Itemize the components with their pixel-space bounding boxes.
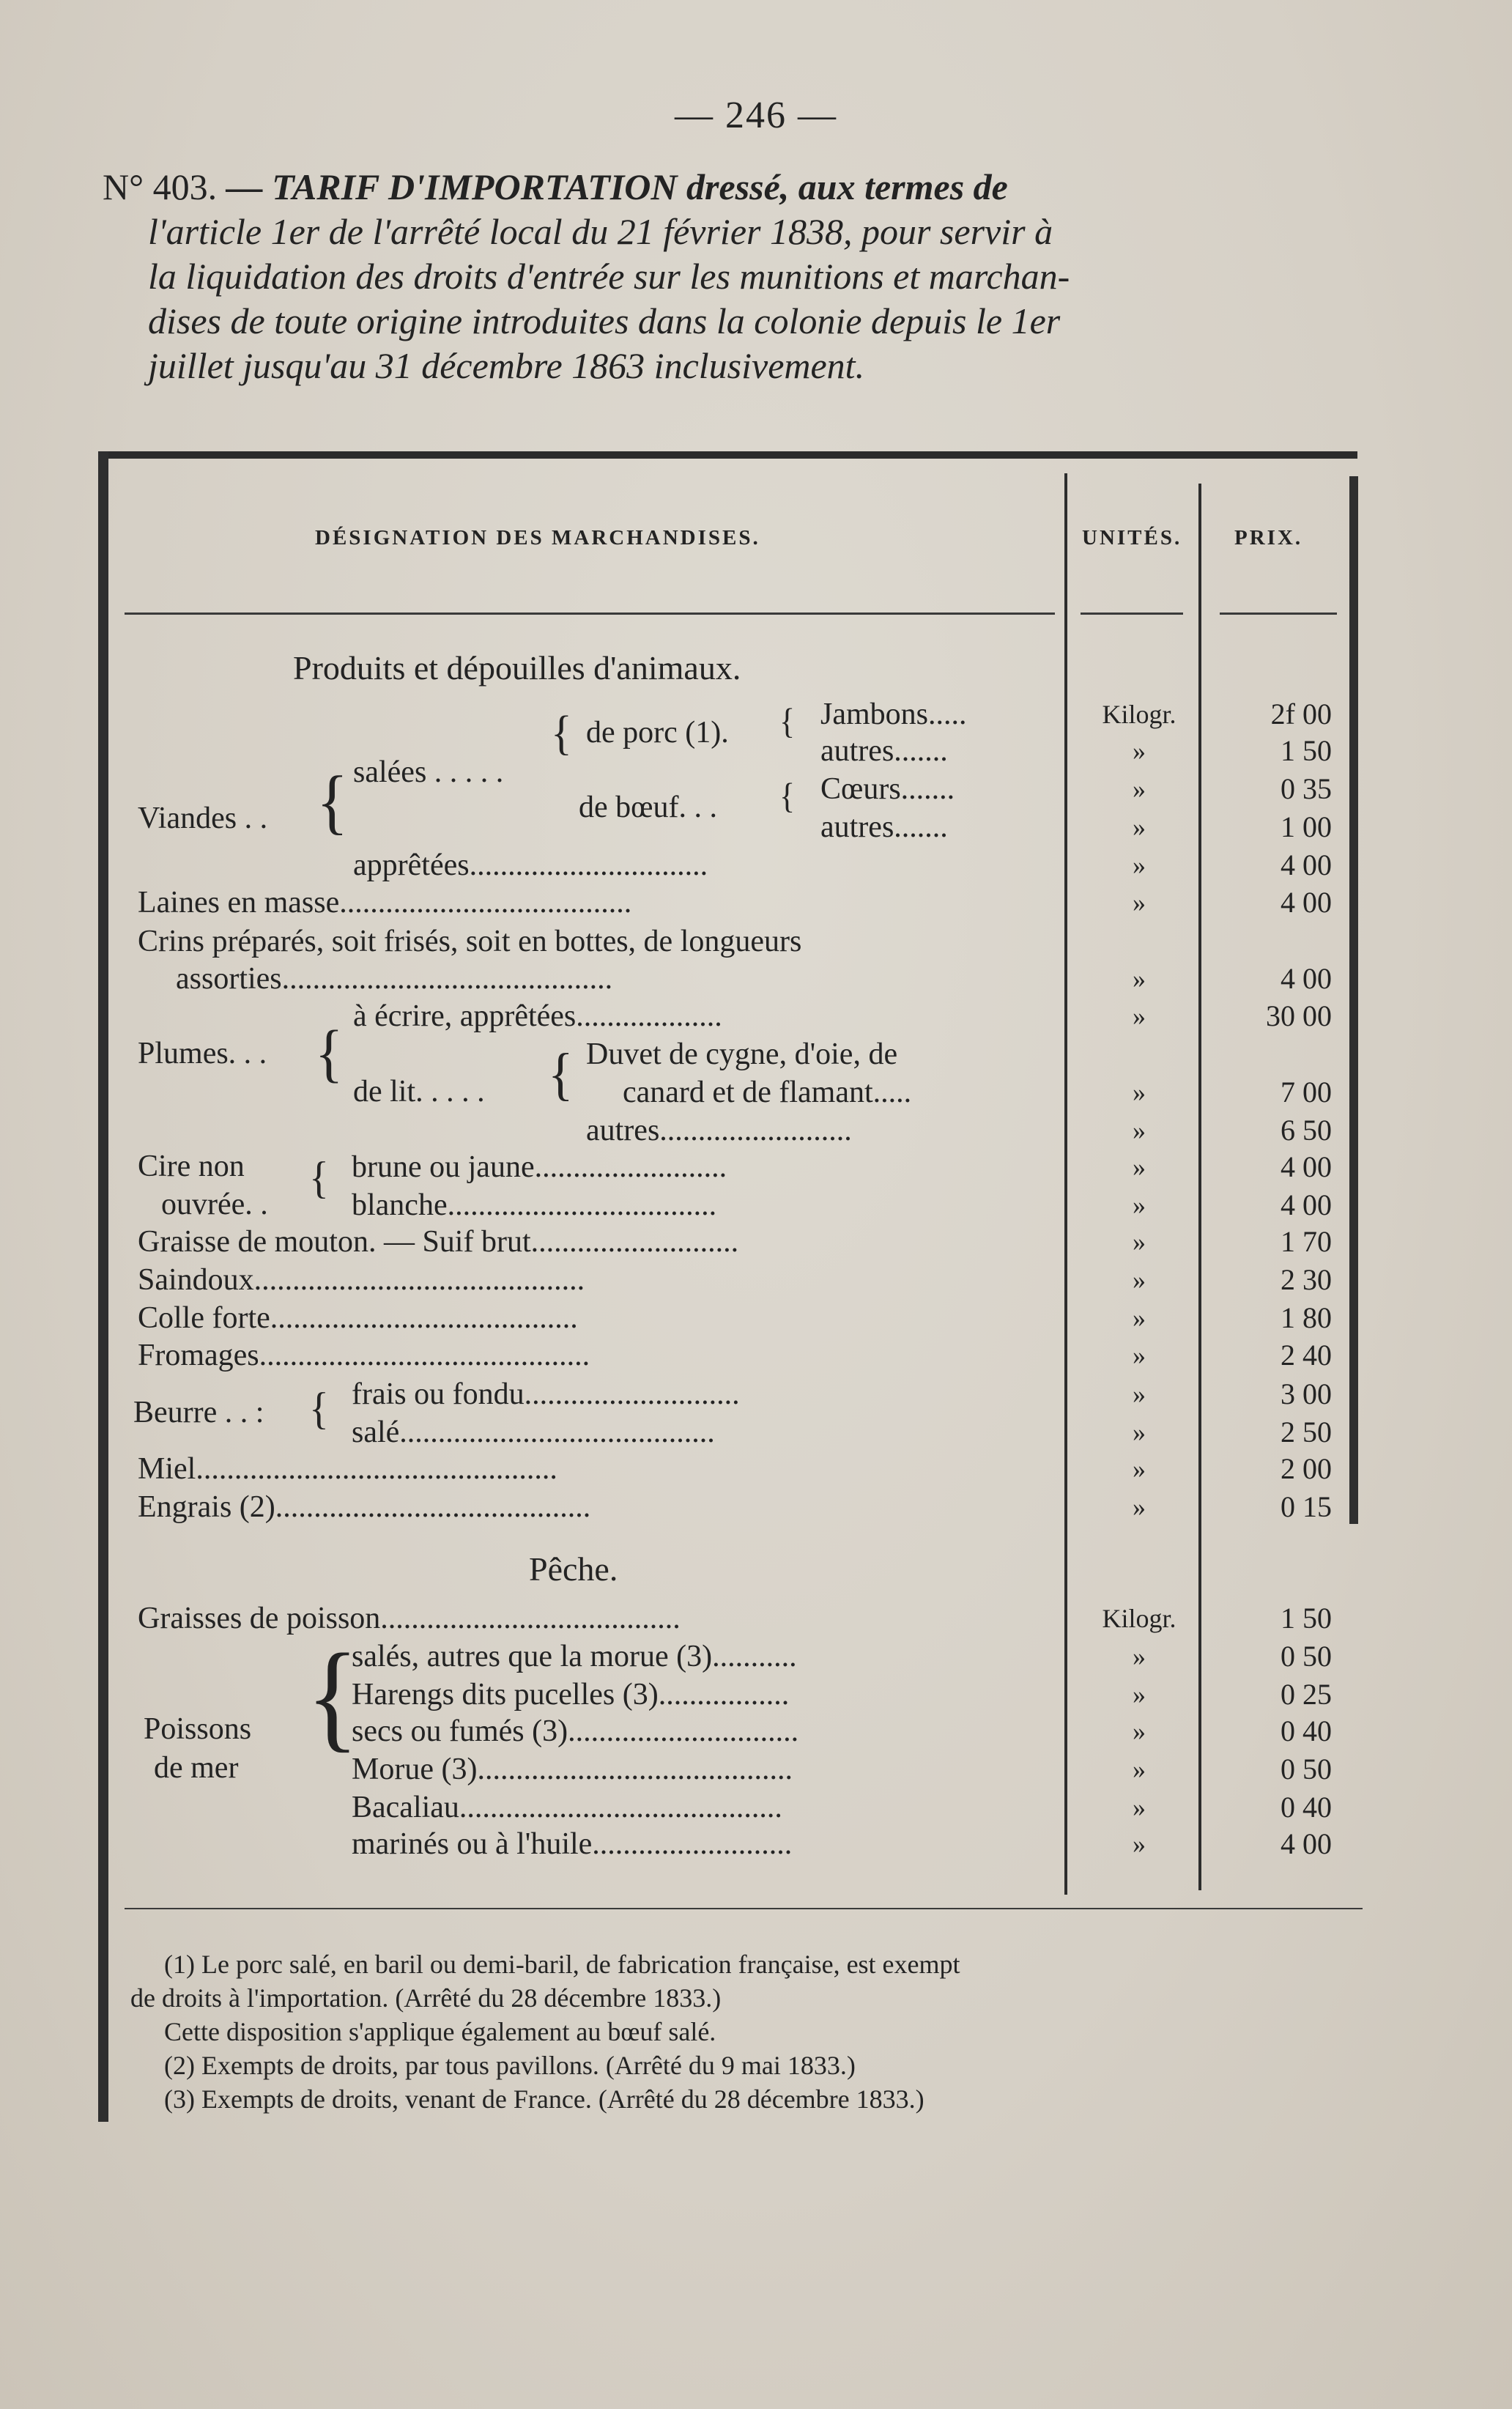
row-label: Graisses de poisson....................................... bbox=[138, 1602, 681, 1635]
row-price: 0 40 bbox=[1281, 1714, 1332, 1747]
row-unit: » bbox=[1133, 1152, 1146, 1182]
row-label: Saindoux........................................... bbox=[138, 1263, 585, 1297]
section-title-animals: Produits et dépouilles d'animaux. bbox=[293, 649, 741, 687]
brace-porc-boeuf: { bbox=[551, 706, 572, 760]
row-price: 2 40 bbox=[1281, 1339, 1332, 1372]
row-unit: » bbox=[1133, 1227, 1146, 1257]
label-de-lit: de lit. . . . . bbox=[353, 1075, 485, 1109]
row-price: 1 50 bbox=[1281, 734, 1332, 767]
label-salees: salées . . . . . bbox=[353, 755, 504, 789]
row-unit: » bbox=[1133, 888, 1146, 917]
row-price: 6 50 bbox=[1281, 1114, 1332, 1147]
row-label: apprêtées............................... bbox=[353, 848, 708, 882]
row-label: Laines en masse...................................... bbox=[138, 886, 632, 919]
header-prices: PRIX. bbox=[1234, 526, 1303, 549]
row-price: 4 00 bbox=[1281, 848, 1332, 881]
row-price: 3 00 bbox=[1281, 1377, 1332, 1410]
title-line-2: l'article 1er de l'arrêté local du 21 février 1838, pour servir à bbox=[148, 211, 1053, 252]
row-label: autres....... bbox=[820, 810, 948, 844]
table-left-border bbox=[98, 451, 108, 2122]
row-label: salé......................................... bbox=[352, 1416, 715, 1449]
row-label: autres......................... bbox=[586, 1114, 852, 1147]
row-label: frais ou fondu............................ bbox=[352, 1377, 740, 1411]
label-de-boeuf: de bœuf. . . bbox=[579, 791, 717, 824]
footnote-1: (1) Le porc salé, en baril ou demi-baril, de fabrication française, est exempt bbox=[164, 1950, 960, 1979]
row-unit: » bbox=[1133, 774, 1146, 804]
row-label: Colle forte........................................ bbox=[138, 1301, 578, 1335]
row-label: Engrais (2)......................................... bbox=[138, 1490, 591, 1524]
row-label: Morue (3)......................................... bbox=[352, 1753, 793, 1786]
brace-boeuf: { bbox=[779, 776, 796, 816]
row-unit: » bbox=[1133, 1116, 1146, 1145]
page-number: — 246 — bbox=[675, 95, 837, 136]
footnote-1-note: Cette disposition s'applique également au bœuf salé. bbox=[164, 2017, 716, 2046]
row-price: 1 50 bbox=[1281, 1602, 1332, 1635]
row-unit: » bbox=[1133, 1341, 1146, 1370]
label-crins: Crins préparés, soit frisés, soit en bottes, de longueurs bbox=[138, 925, 802, 958]
row-label: Miel............................................... bbox=[138, 1452, 557, 1486]
row-price: 7 00 bbox=[1281, 1076, 1332, 1109]
row-label: Bacaliau.......................................... bbox=[352, 1791, 782, 1824]
label-poissons: Poissons bbox=[144, 1712, 252, 1746]
table-right-border bbox=[1349, 476, 1358, 1524]
title-line-1: — TARIF D'IMPORTATION dressé, aux termes de bbox=[226, 166, 1008, 207]
row-price: 4 00 bbox=[1281, 886, 1332, 919]
row-label: secs ou fumés (3).............................. bbox=[352, 1714, 799, 1748]
row-label: assorties........................................... bbox=[176, 962, 613, 996]
title-number: N° 403. bbox=[103, 166, 218, 207]
row-unit: » bbox=[1133, 813, 1146, 842]
document-title bbox=[103, 165, 1370, 388]
row-price: 0 35 bbox=[1281, 772, 1332, 805]
row-label: à écrire, apprêtées................... bbox=[353, 999, 722, 1033]
row-price: 1 70 bbox=[1281, 1225, 1332, 1258]
row-unit: » bbox=[1133, 1265, 1146, 1295]
row-unit: » bbox=[1133, 1191, 1146, 1220]
row-label: marinés ou à l'huile.......................... bbox=[352, 1827, 793, 1861]
footnote-1-cont: de droits à l'importation. (Arrêté du 28 décembre 1833.) bbox=[130, 1983, 722, 2013]
row-unit: » bbox=[1133, 851, 1146, 880]
brace-de-lit: { bbox=[548, 1042, 574, 1106]
row-unit: » bbox=[1133, 736, 1146, 766]
brace-poissons: { bbox=[306, 1629, 359, 1764]
brace-viandes: { bbox=[316, 762, 349, 842]
row-label: Graisse de mouton. — Suif brut........................... bbox=[138, 1225, 739, 1259]
row-price: 0 50 bbox=[1281, 1640, 1332, 1673]
row-label: Harengs dits pucelles (3)................. bbox=[352, 1678, 790, 1712]
row-price: 2 00 bbox=[1281, 1452, 1332, 1485]
label-de-mer: de mer bbox=[154, 1751, 239, 1785]
row-label: Jambons..... bbox=[820, 697, 967, 731]
row-price: 0 25 bbox=[1281, 1678, 1332, 1711]
footnote-3: (3) Exempts de droits, venant de France. (Arrêté du 28 décembre 1833.) bbox=[164, 2084, 924, 2114]
table-top-border bbox=[101, 451, 1357, 459]
row-unit: » bbox=[1133, 964, 1146, 993]
row-label: salés, autres que la morue (3)........... bbox=[352, 1640, 797, 1673]
label-cire: Cire non bbox=[138, 1150, 245, 1183]
row-price: 4 00 bbox=[1281, 1150, 1332, 1183]
row-price: 0 40 bbox=[1281, 1791, 1332, 1824]
brace-plumes: { bbox=[315, 1018, 344, 1089]
row-label: brune ou jaune......................... bbox=[352, 1150, 727, 1184]
brace-porc: { bbox=[779, 701, 796, 741]
label-viandes: Viandes . . bbox=[138, 802, 268, 835]
row-unit: » bbox=[1133, 1492, 1146, 1522]
header-rule-designation bbox=[125, 613, 1055, 615]
row-price: 0 50 bbox=[1281, 1753, 1332, 1786]
row-price: 2 50 bbox=[1281, 1416, 1332, 1448]
label-duvet: Duvet de cygne, d'oie, de bbox=[586, 1037, 898, 1071]
header-designation: DÉSIGNATION DES MARCHANDISES. bbox=[315, 526, 760, 549]
row-unit: » bbox=[1133, 1642, 1146, 1671]
brace-beurre: { bbox=[309, 1383, 329, 1435]
row-unit: » bbox=[1133, 1755, 1146, 1784]
row-unit: Kilogr. bbox=[1102, 700, 1176, 729]
row-label: autres....... bbox=[820, 734, 948, 768]
table-bottom-rule bbox=[125, 1908, 1363, 1909]
section-title-fishing: Pêche. bbox=[529, 1550, 618, 1588]
row-unit: » bbox=[1133, 1793, 1146, 1822]
row-label: Fromages........................................... bbox=[138, 1339, 590, 1372]
header-rule-prices bbox=[1220, 613, 1337, 615]
header-rule-units bbox=[1081, 613, 1183, 615]
footnote-2: (2) Exempts de droits, par tous pavillons. (Arrêté du 9 mai 1833.) bbox=[164, 2051, 856, 2080]
row-unit: » bbox=[1133, 1303, 1146, 1333]
row-unit: » bbox=[1133, 1380, 1146, 1409]
title-line-4: dises de toute origine introduites dans la colonie depuis le 1er bbox=[148, 300, 1061, 341]
title-line-3: la liquidation des droits d'entrée sur les munitions et marchan- bbox=[148, 256, 1070, 297]
label-de-porc: de porc (1). bbox=[586, 716, 729, 750]
title-line-5: juillet jusqu'au 31 décembre 1863 inclusivement. bbox=[148, 345, 865, 386]
column-divider-units bbox=[1064, 473, 1067, 1895]
row-price: 30 00 bbox=[1266, 999, 1332, 1032]
row-price: 1 00 bbox=[1281, 810, 1332, 843]
row-unit: » bbox=[1133, 1680, 1146, 1709]
row-label: blanche................................... bbox=[352, 1188, 717, 1222]
row-price: 1 80 bbox=[1281, 1301, 1332, 1334]
label-plumes: Plumes. . . bbox=[138, 1037, 267, 1070]
row-price: 2f 00 bbox=[1270, 697, 1332, 730]
row-unit: » bbox=[1133, 1002, 1146, 1031]
row-unit: Kilogr. bbox=[1102, 1604, 1176, 1633]
brace-cire: { bbox=[309, 1152, 329, 1204]
row-unit: » bbox=[1133, 1454, 1146, 1484]
row-unit: » bbox=[1133, 1829, 1146, 1859]
row-price: 4 00 bbox=[1281, 1827, 1332, 1860]
row-price: 0 15 bbox=[1281, 1490, 1332, 1523]
label-ouvree: ouvrée. . bbox=[161, 1188, 268, 1221]
row-price: 4 00 bbox=[1281, 1188, 1332, 1221]
row-price: 2 30 bbox=[1281, 1263, 1332, 1296]
header-units: UNITÉS. bbox=[1082, 526, 1182, 549]
row-label: canard et de flamant..... bbox=[623, 1076, 912, 1109]
row-unit: » bbox=[1133, 1418, 1146, 1447]
label-beurre: Beurre . . : bbox=[133, 1396, 264, 1429]
row-unit: » bbox=[1133, 1078, 1146, 1107]
row-price: 4 00 bbox=[1281, 962, 1332, 995]
row-label: Cœurs....... bbox=[820, 772, 955, 806]
row-unit: » bbox=[1133, 1717, 1146, 1746]
